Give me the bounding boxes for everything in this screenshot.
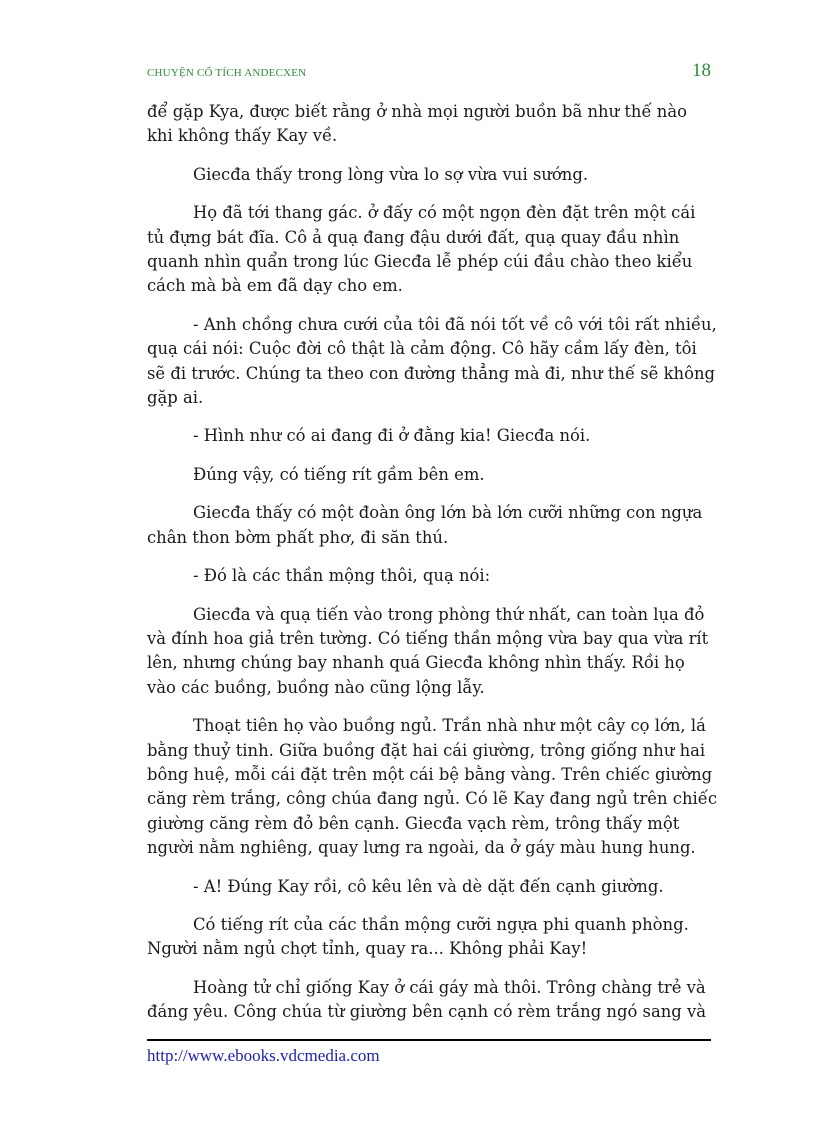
- footer-divider: [147, 1039, 711, 1041]
- paragraph: - A! Đúng Kay rồi, cô kêu lên và dè dặt đến cạnh giường.: [193, 876, 664, 896]
- page-header: [147, 60, 711, 90]
- paragraph: Đúng vậy, có tiếng rít gầm bên em.: [193, 464, 485, 484]
- footer-url-link[interactable]: http://www.ebooks.vdcmedia.com: [147, 1046, 380, 1065]
- paragraph: Thoạt tiên họ vào buồng ngủ. Trần nhà như một cây cọ lớn, lá bằng thuỷ tinh. Giữa buồng đặt hai cái giường, trông giống như hai bông huệ, mỗi cái đặt trên một cái bệ bằng vàng. Trên chiếc giường căng rèm trắng, công chúa đang ngủ. Có lẽ Kay đang ngủ trên chiếc giường căng rèm đỏ bên cạnh. Giecđa vạch rèm, trông thấy một người nằm nghiêng, quay lưng ra ngoài, da ở gáy màu hung hung.: [147, 716, 718, 858]
- story-text: [147, 100, 717, 1039]
- paragraph: Họ đã tới thang gác. ở đấy có một ngọn đèn đặt trên một cái tủ đựng bát đĩa. Cô ả quạ đang đậu dưới đất, quạ quay đầu nhìn quanh nhìn quẩn trong lúc Giecđa lễ phép cúi đầu chào theo kiểu cách mà bà em đã dạy cho em.: [147, 203, 696, 296]
- paragraph: Giecđa và quạ tiến vào trong phòng thứ nhất, can toàn lụa đỏ và đính hoa giả trên tường. Có tiếng thần mộng vừa bay qua vừa rít lên, nhưng chúng bay nhanh quá Giecđa không nhìn thấy. Rồi họ vào các buồng, buồng nào cũng lộng lẫy.: [147, 604, 709, 697]
- paragraph: Hoàng tử chỉ giống Kay ở cái gáy mà thôi. Trông chàng trẻ và đáng yêu. Công chúa từ giường bên cạnh có rèm trắng ngó sang và: [147, 977, 707, 1022]
- paragraph: Giecđa thấy trong lòng vừa lo sợ vừa vui sướng.: [193, 164, 589, 184]
- page-number: 18: [692, 60, 711, 81]
- paragraph: để gặp Kya, được biết rằng ở nhà mọi người buồn bã như thế nào khi không thấy Kay về.: [147, 102, 687, 146]
- paragraph: Có tiếng rít của các thần mộng cưỡi ngựa phi quanh phòng. Người nằm ngủ chợt tỉnh, quay ra... Không phải Kay!: [147, 914, 689, 959]
- paragraph: - Đó là các thần mộng thôi, quạ nói:: [193, 566, 491, 586]
- paragraph: - Anh chồng chưa cưới của tôi đã nói tốt về cô với tôi rất nhiều, quạ cái nói: Cuộc đời cô thật là cảm động. Cô hãy cầm lấy đèn, tôi sẽ đi trước. Chúng ta theo con đường thẳng mà đi, như thế sẽ không gặp ai.: [147, 314, 717, 408]
- book-title: CHUYỆN CỔ TÍCH ANDECXEN: [147, 67, 307, 79]
- paragraph: Giecđa thấy có một đoàn ông lớn bà lớn cưỡi những con ngựa chân thon bờm phất phơ, đi săn thú.: [147, 503, 703, 547]
- paragraph: - Hình như có ai đang đi ở đằng kia! Giecđa nói.: [193, 426, 591, 446]
